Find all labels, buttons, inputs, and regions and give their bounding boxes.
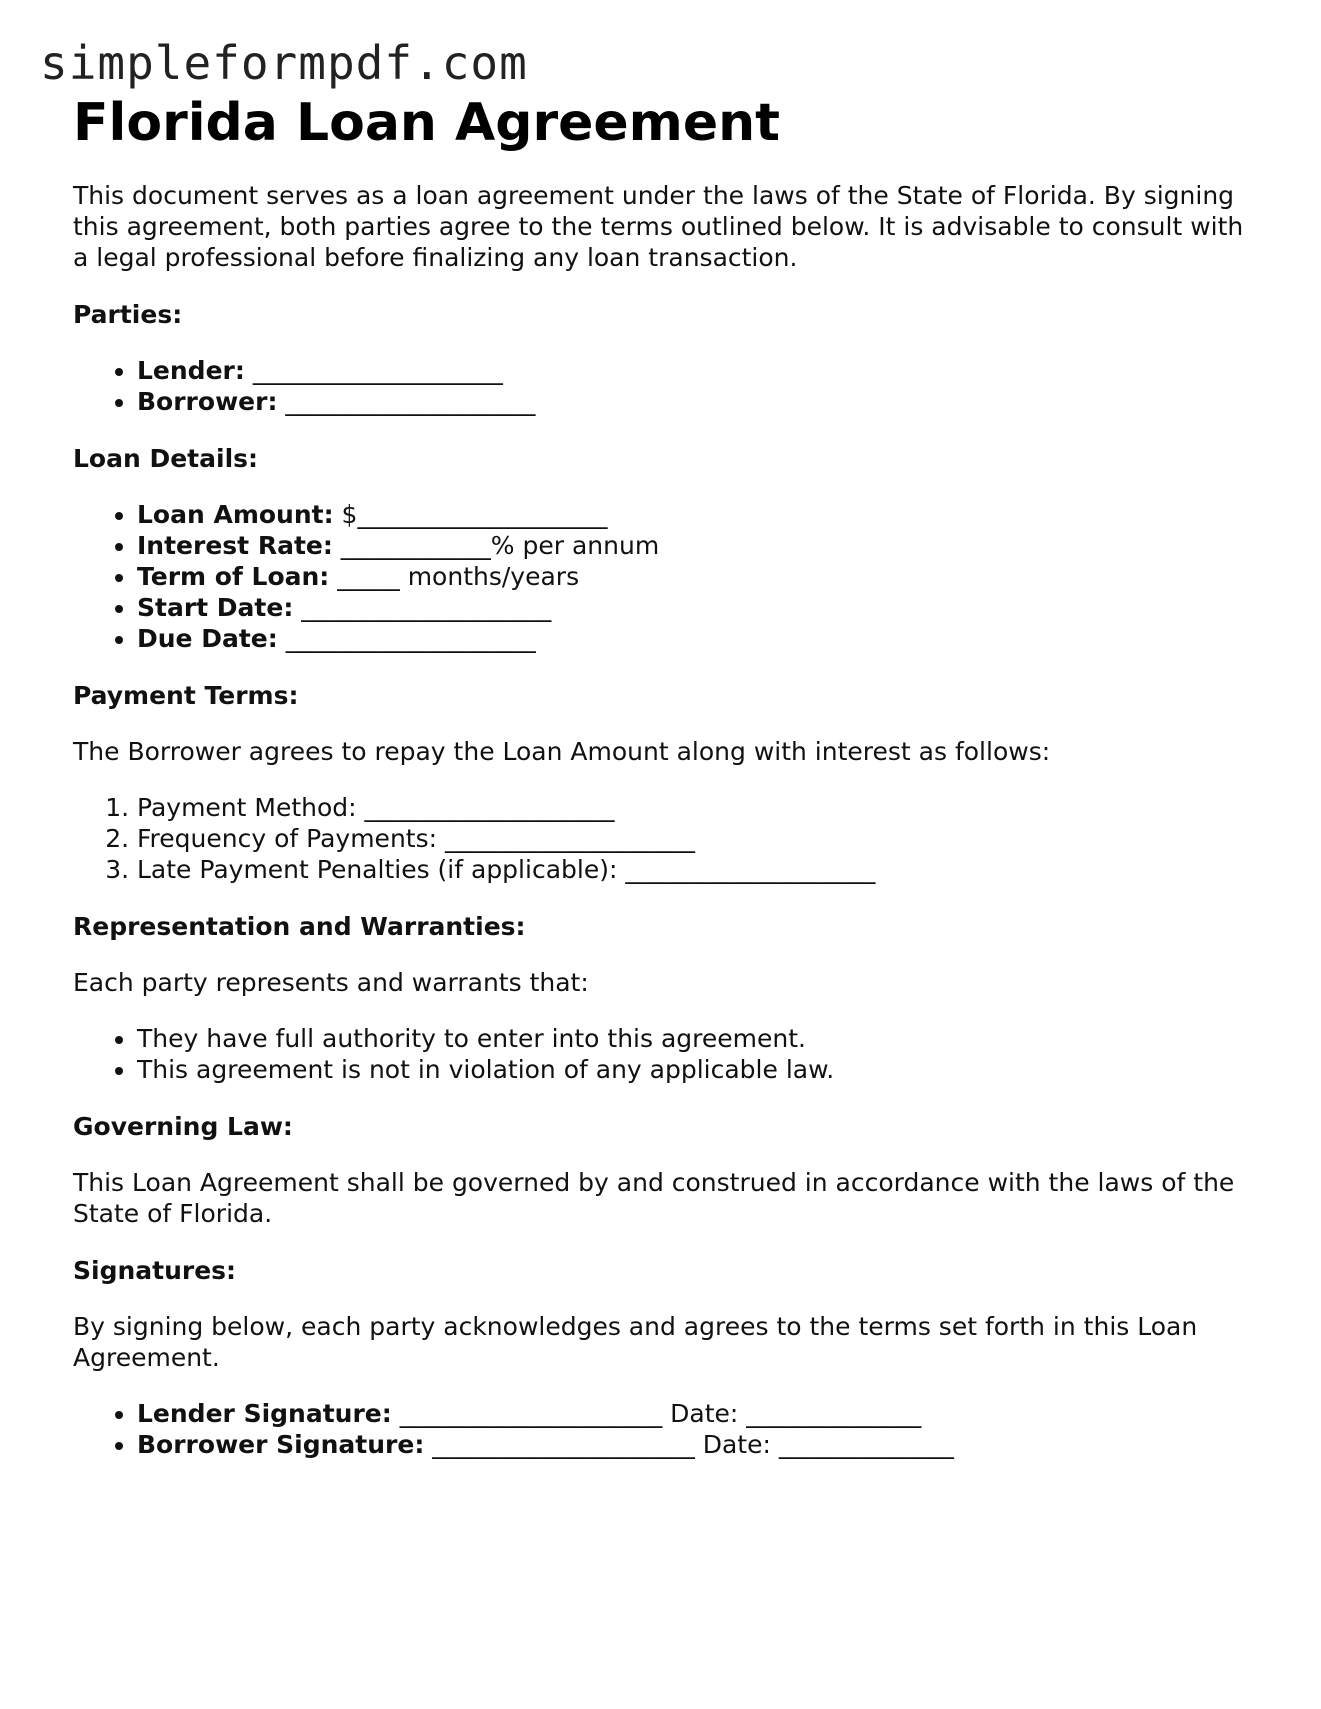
list-item — [137, 355, 1263, 386]
borrower-signature-field[interactable]: _____________________ Date: ______________ — [424, 1430, 954, 1459]
loan-details-list — [73, 499, 1263, 654]
loan-amount-field[interactable]: $____________________ — [333, 500, 608, 529]
lender-signature-field[interactable]: _____________________ Date: ______________ — [391, 1399, 922, 1428]
loan-term-field[interactable]: _____ months/years — [329, 562, 580, 591]
parties-list — [73, 355, 1263, 417]
intro-paragraph: This document serves as a loan agreement under the laws of the State of Florida. By signing this agreement, both parties agree to the terms outlined below. It is advisable to consult with a legal professional before finalizing any loan transaction. — [73, 181, 1244, 272]
signatures-text: By signing below, each party acknowledges and agrees to the terms set forth in this Loan Agreement. — [73, 1312, 1198, 1372]
lender-label: Lender: — [137, 356, 245, 385]
interest-rate-field[interactable]: ____________% per annum — [332, 531, 660, 560]
late-penalties-item[interactable]: 3. Late Payment Penalties (if applicable): ____________________ — [137, 854, 1263, 885]
due-date-label: Due Date: — [137, 624, 278, 653]
list-item — [137, 499, 1263, 530]
borrower-field[interactable]: ____________________ — [277, 387, 536, 416]
representations-list — [73, 1023, 1263, 1085]
watermark: simpleformpdf.com — [40, 36, 528, 90]
interest-rate-label: Interest Rate: — [137, 531, 333, 560]
governing-law-text: This Loan Agreement shall be governed by and construed in accordance with the laws of the State of Florida. — [73, 1168, 1235, 1228]
list-item — [137, 561, 1263, 592]
payment-terms-heading: Payment Terms: — [73, 681, 299, 710]
loan-term-label: Term of Loan: — [137, 562, 330, 591]
lender-field[interactable]: ____________________ — [244, 356, 503, 385]
loan-amount-label: Loan Amount: — [137, 500, 334, 529]
lender-signature-label: Lender Signature: — [137, 1399, 392, 1428]
list-item — [137, 386, 1263, 417]
list-item: • This agreement is not in violation of any applicable law. — [137, 1054, 1263, 1085]
signatures-list — [73, 1398, 1263, 1460]
list-item — [137, 623, 1263, 654]
payment-frequency-item[interactable]: 2. Frequency of Payments: ____________________ — [137, 823, 1263, 854]
payment-terms-list — [73, 792, 1263, 885]
list-item — [137, 530, 1263, 561]
list-item: • They have full authority to enter into this agreement. — [137, 1023, 1263, 1054]
list-item — [137, 1398, 1263, 1429]
parties-heading: Parties: — [73, 300, 183, 329]
borrower-label: Borrower: — [137, 387, 278, 416]
due-date-field[interactable]: ____________________ — [277, 624, 536, 653]
payment-method-item[interactable]: 1. Payment Method: ____________________ — [137, 792, 1263, 823]
payment-terms-intro: The Borrower agrees to repay the Loan Amount along with interest as follows: — [73, 737, 1051, 766]
start-date-field[interactable]: ____________________ — [293, 593, 552, 622]
signatures-heading: Signatures: — [73, 1256, 237, 1285]
representations-heading: Representation and Warranties: — [73, 912, 526, 941]
start-date-label: Start Date: — [137, 593, 294, 622]
list-item — [137, 592, 1263, 623]
governing-law-heading: Governing Law: — [73, 1112, 293, 1141]
document-title: Florida Loan Agreement — [73, 93, 781, 153]
list-item — [137, 1429, 1263, 1460]
borrower-signature-label: Borrower Signature: — [137, 1430, 425, 1459]
loan-details-heading: Loan Details: — [73, 444, 259, 473]
document-page — [73, 92, 1263, 1460]
representations-intro: Each party represents and warrants that: — [73, 968, 589, 997]
